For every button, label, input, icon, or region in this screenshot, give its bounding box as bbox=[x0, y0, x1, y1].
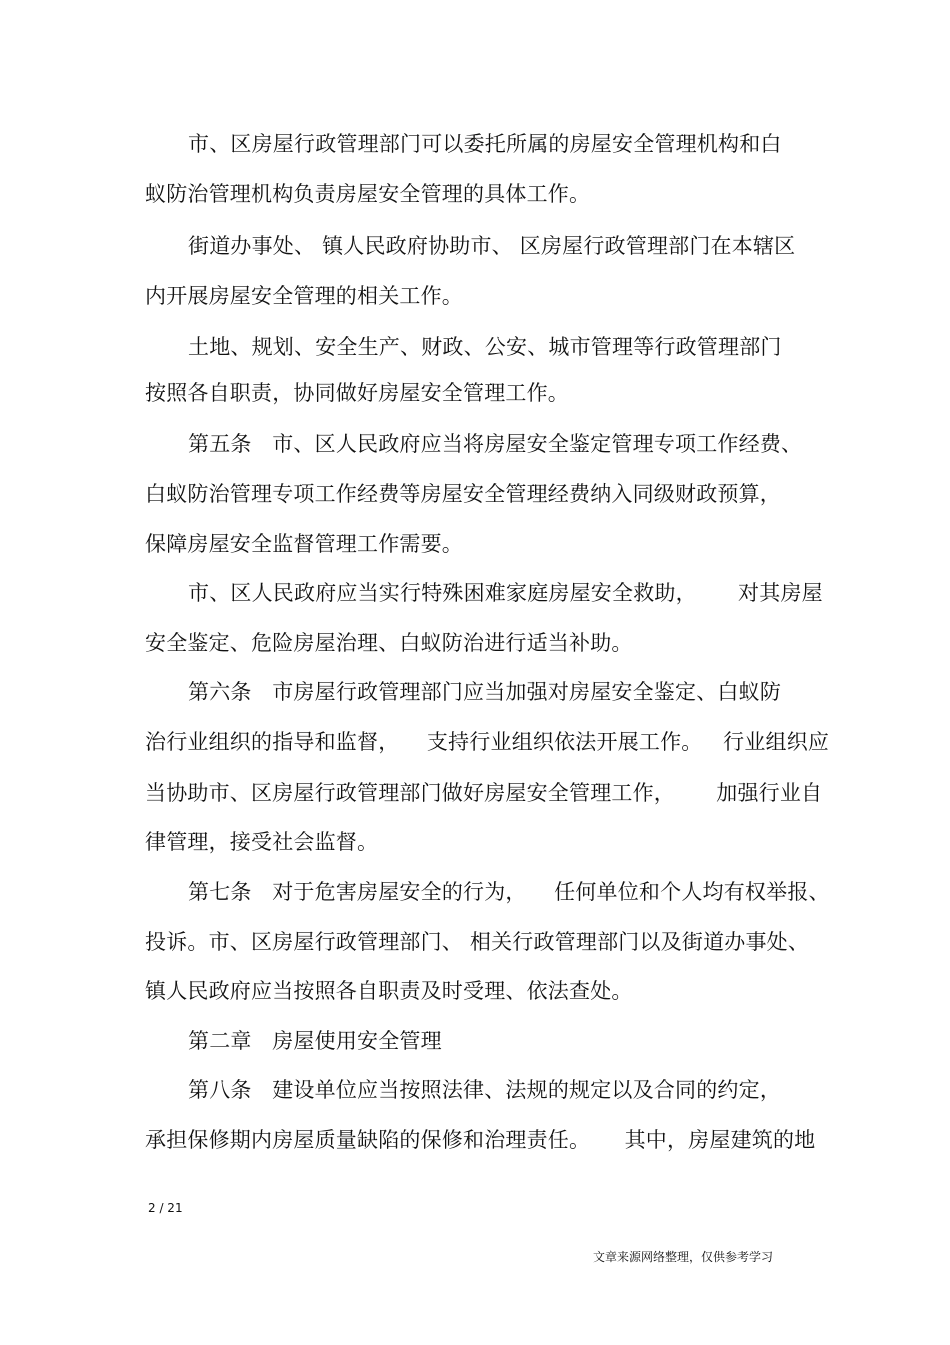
text-line: 街道办事处、 镇人民政府协助市、 区房屋行政管理部门在本辖区 bbox=[188, 234, 796, 258]
text-line: 第五条 市、区人民政府应当将房屋安全鉴定管理专项工作经费、 bbox=[188, 432, 803, 456]
text-line: 蚁防治管理机构负责房屋安全管理的具体工作。 bbox=[145, 182, 591, 206]
text-line: 律管理，接受社会监督。 bbox=[145, 830, 379, 854]
text-line: 保障房屋安全监督管理工作需要。 bbox=[145, 532, 463, 556]
text-line: 第八条 建设单位应当按照法律、法规的规定以及合同的约定， bbox=[188, 1078, 782, 1102]
text-line: 承担保修期内房屋质量缺陷的保修和治理责任。 其中，房屋建筑的地 bbox=[145, 1128, 816, 1152]
text-line: 安全鉴定、危险房屋治理、白蚁防治进行适当补助。 bbox=[145, 631, 633, 655]
text-line: 按照各自职责，协同做好房屋安全管理工作。 bbox=[145, 381, 569, 405]
text-line: 白蚁防治管理专项工作经费等房屋安全管理经费纳入同级财政预算， bbox=[145, 482, 781, 506]
text-line: 市、区人民政府应当实行特殊困难家庭房屋安全救助， 对其房屋 bbox=[188, 581, 823, 605]
page-number: 2 / 21 bbox=[148, 1201, 183, 1215]
source-note: 文章来源网络整理，仅供参考学习 bbox=[593, 1250, 774, 1264]
text-line: 镇人民政府应当按照各自职责及时受理、依法查处。 bbox=[145, 979, 633, 1003]
chapter-heading: 第二章 房屋使用安全管理 bbox=[188, 1029, 442, 1053]
text-line: 市、区房屋行政管理部门可以委托所属的房屋安全管理机构和白 bbox=[188, 132, 782, 156]
text-line: 治行业组织的指导和监督， 支持行业组织依法开展工作。 行业组织应 bbox=[145, 730, 830, 754]
text-line: 投诉。市、区房屋行政管理部门、 相关行政管理部门以及街道办事处、 bbox=[145, 930, 810, 954]
text-line: 土地、规划、安全生产、财政、公安、城市管理等行政管理部门 bbox=[188, 335, 782, 359]
text-line: 第七条 对于危害房屋安全的行为， 任何单位和个人均有权举报、 bbox=[188, 880, 830, 904]
text-line: 内开展房屋安全管理的相关工作。 bbox=[145, 284, 463, 308]
text-line: 当协助市、区房屋行政管理部门做好房屋安全管理工作， 加强行业自 bbox=[145, 781, 823, 805]
text-line: 第六条 市房屋行政管理部门应当加强对房屋安全鉴定、白蚁防 bbox=[188, 680, 782, 704]
